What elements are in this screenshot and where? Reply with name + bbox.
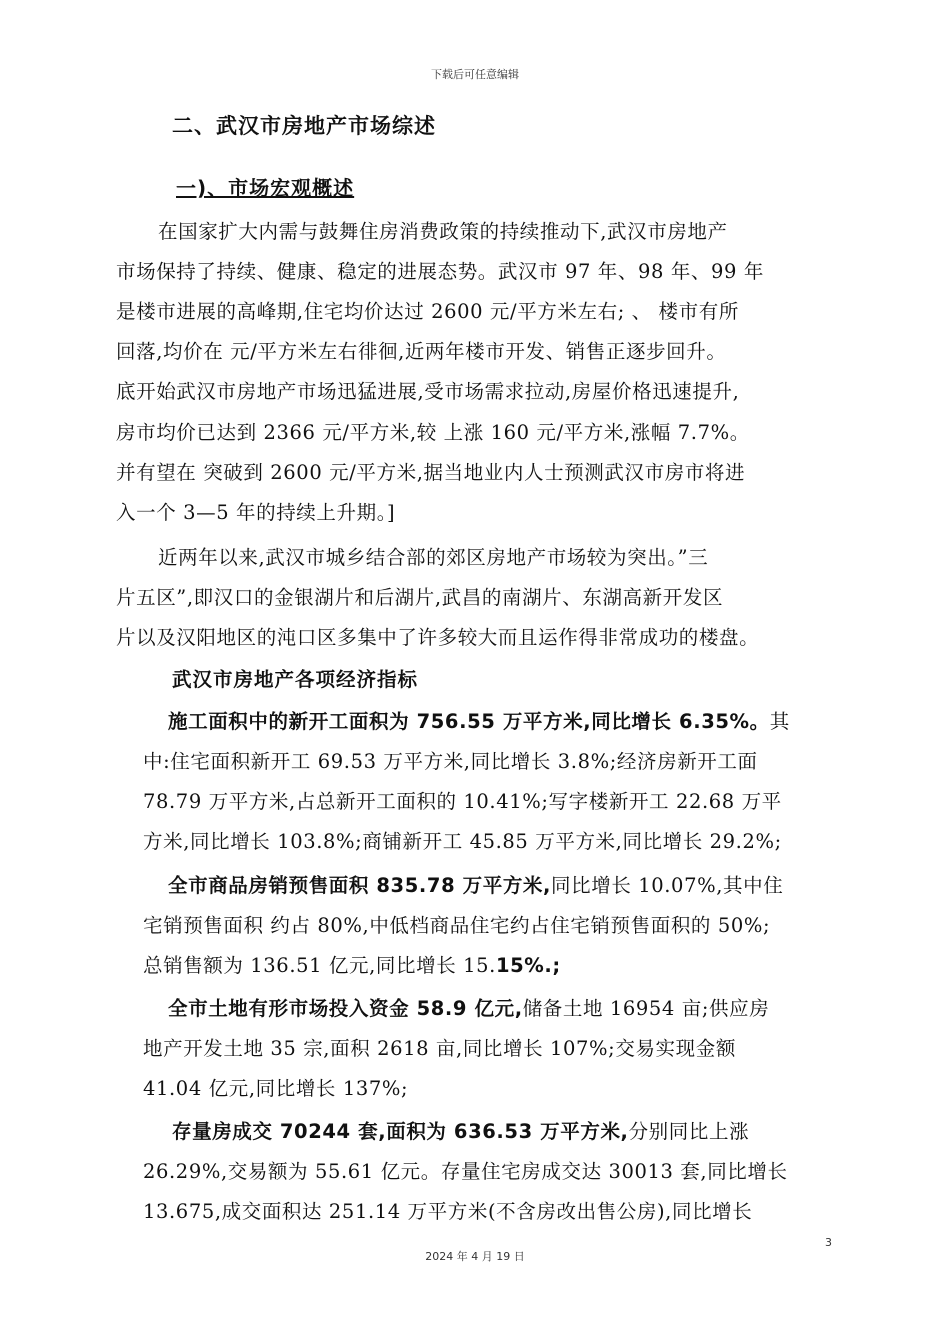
paragraph-line: 近两年以来,武汉市城乡结合部的郊区房地产市场较为突出。”三: [158, 546, 709, 569]
section-title: 二、武汉市房地产市场综述: [172, 114, 436, 138]
page-number: 3: [825, 1236, 832, 1249]
indicator-text: 其: [769, 710, 790, 733]
indicator-text: 总销售额为 136.51 亿元,同比增长 15.: [143, 954, 496, 977]
indicator-line: 宅销预售面积 约占 80%,中低档商品住宅约占住宅销预售面积的 50%;: [143, 914, 771, 937]
indicator-line: 13.675,成交面积达 251.14 万平方米(不含房改出售公房),同比增长: [143, 1200, 753, 1223]
subsection-title: 一)、市场宏观概述: [176, 176, 355, 200]
paragraph-line: 底开始武汉市房地产市场迅猛进展,受市场需求拉动,房屋价格迅速提升,: [116, 380, 740, 403]
indicator-line: 41.04 亿元,同比增长 137%;: [143, 1077, 409, 1100]
indicator-line: [168, 993, 769, 1021]
header-note: 下载后可任意编辑: [431, 68, 519, 81]
indicator-line: 地产开发土地 35 宗,面积 2618 亩,同比增长 107%;交易实现金额: [143, 1037, 736, 1060]
footer-date: 2024 年 4 月 19 日: [425, 1250, 525, 1263]
paragraph-line: 入一个 3—5 年的持续上升期。]: [116, 501, 396, 524]
indicator-text: 分别同比上涨: [628, 1120, 750, 1143]
indicator-line: 78.79 万平方米,占总新开工面积的 10.41%;写字楼新开工 22.68 万平: [143, 790, 782, 813]
indicator-line: 中:住宅面积新开工 69.53 万平方米,同比增长 3.8%;经济房新开工面: [143, 750, 758, 773]
paragraph-line: 片以及汉阳地区的沌口区多集中了许多较大而且运作得非常成功的楼盘。: [116, 626, 760, 649]
indicators-heading: 武汉市房地产各项经济指标: [172, 668, 419, 691]
paragraph-line: 房市均价已达到 2366 元/平方米,较 上涨 160 元/平方米,涨幅 7.7%。: [116, 421, 750, 444]
paragraph-line: 并有望在 突破到 2600 元/平方米,据当地业内人士预测武汉市房市将进: [116, 461, 746, 484]
paragraph-line: 市场保持了持续、健康、稳定的进展态势。武汉市 97 年、98 年、99 年: [116, 260, 764, 283]
indicator-line: 26.29%,交易额为 55.61 亿元。存量住宅房成交达 30013 套,同比增长: [143, 1160, 788, 1183]
paragraph-line: 在国家扩大内需与鼓舞住房消费政策的持续推动下,武汉市房地产: [158, 220, 728, 243]
indicator-bold-text: 施工面积中的新开工面积为 756.55 万平方米,同比增长 6.35%。: [168, 710, 770, 733]
indicator-line: [168, 706, 790, 734]
paragraph-line: 回落,均价在 元/平方米左右徘徊,近两年楼市开发、销售正逐步回升。: [116, 340, 727, 363]
indicator-bold-text: 15%.;: [495, 954, 561, 977]
indicator-bold-text: 存量房成交 70244 套,面积为 636.53 万平方米,: [172, 1120, 629, 1143]
paragraph-line: 片五区”,即汉口的金银湖片和后湖片,武昌的南湖片、东湖高新开发区: [116, 586, 724, 609]
paragraph-line: 是楼市进展的高峰期,住宅均价达过 2600 元/平方米左右; 、 楼市有所: [116, 300, 739, 323]
indicator-line: [172, 1116, 749, 1144]
indicator-text: 同比增长 10.07%,其中住: [551, 874, 784, 897]
indicator-line: [143, 950, 561, 978]
indicator-bold-text: 全市土地有形市场投入资金 58.9 亿元,: [168, 997, 523, 1020]
indicator-text: 储备土地 16954 亩;供应房: [522, 997, 770, 1020]
indicator-bold-text: 全市商品房销预售面积 835.78 万平方米,: [168, 874, 552, 897]
indicator-line: [168, 870, 783, 898]
indicator-line: 方米,同比增长 103.8%;商铺新开工 45.85 万平方米,同比增长 29.2%;: [143, 830, 782, 853]
